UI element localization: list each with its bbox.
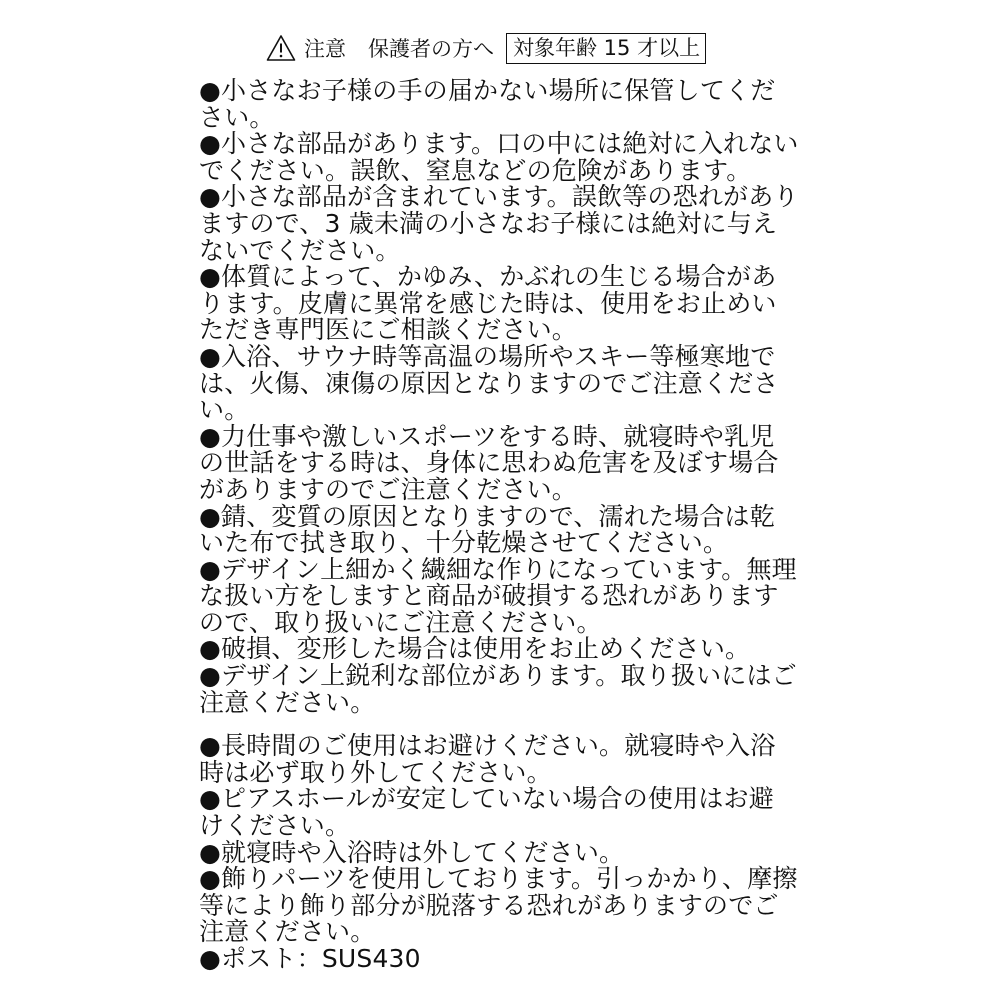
notice-item: ●就寝時や入浴時は外してください。 — [199, 837, 625, 867]
notice-item: ●入浴、サウナ時等高温の場所やスキー等極寒地では、火傷、凍傷の原因となりますのでご注意ください。 — [199, 341, 779, 425]
notice-item: ●破損、変形した場合は使用をお止めください。 — [199, 634, 751, 664]
notice-item: ●力仕事や激しいスポーツをする時、就寝時や乳児の世話をする時は、身体に思わぬ危害を及ぼす場合がありますのでご注意ください。 — [199, 421, 779, 504]
notice-item: ●長時間のご使用はお避けください。就寝時や入浴時は必ず取り外してください。 — [199, 731, 776, 787]
caution-notice-list — [199, 78, 799, 973]
notice-item: ●小さなお子様の手の届かない場所に保管してください。 — [199, 76, 776, 132]
notice-item: ●デザイン上鋭利な部位があります。取り扱いにはご注意ください。 — [199, 661, 797, 717]
notice-item: ●飾りパーツを使用しております。引っかかり、摩擦等により飾り部分が脱落する恐れがありますのでご注意ください。 — [199, 864, 798, 947]
material-spec: ●ポスト：SUS430 — [199, 944, 421, 973]
notice-item: ●錆、変質の原因となりますので、濡れた場合は乾いた布で拭き取り、十分乾燥させてください。 — [199, 501, 775, 558]
warning-triangle-icon — [266, 34, 296, 62]
notice-item: ●体質によって、かゆみ、かぶれの生じる場合があります。皮膚に異常を感じた時は、使用をお止めいただき専門医にご相談ください。 — [199, 262, 777, 345]
guardian-label: 保護者の方へ — [368, 37, 494, 61]
notice-item: ●デザイン上細かく繊細な作りになっています。無理な扱い方をしますと商品が破損する恐れがありますので、取り扱いにご注意ください。 — [199, 554, 797, 637]
notice-item: ●小さな部品があります。口の中には絶対に入れないでください。誤飲、窒息などの危険があります。 — [199, 129, 799, 185]
target-age-badge: 対象年齢 15 才以上 — [506, 33, 706, 64]
notice-item: ●小さな部品が含まれています。誤飲等の恐れがありますので、3 歳未満の小さなお子様には絶対に与えないでください。 — [199, 182, 799, 265]
notice-item: ●ピアスホールが安定していない場合の使用はお避けください。 — [199, 784, 774, 841]
caution-label: 注意 — [304, 37, 346, 61]
caution-header — [266, 30, 706, 66]
